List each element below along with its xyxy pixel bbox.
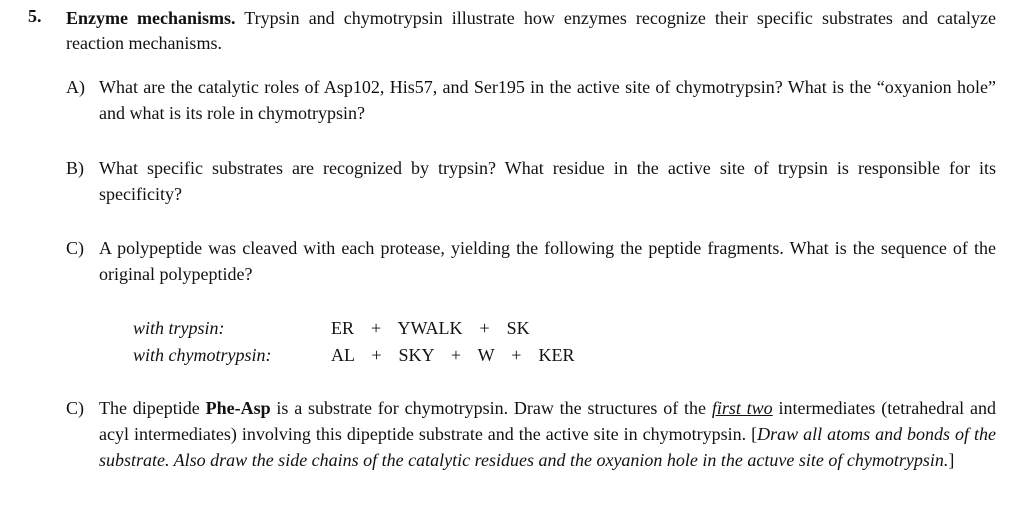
part-a-text: What are the catalytic roles of Asp102, His57, and Ser195 in the active site of chymotrypsin? What is the “oxyanion hole” and what is its role in chymotrypsin? (99, 77, 996, 123)
fragment-value-chymotrypsin: AL + SKY + W + KER (331, 345, 575, 365)
question-number: 5. (28, 6, 42, 26)
fragment-label-trypsin: with trypsin: (133, 318, 225, 338)
dipeptide-name: Phe-Asp (205, 398, 271, 418)
part-d-text-pre: The dipeptide (99, 398, 206, 418)
part-d-text-mid: is a substrate for chymotrypsin. Draw the structures of the (270, 398, 712, 418)
part-c (66, 235, 996, 287)
question-title: Enzyme mechanisms. (66, 8, 236, 28)
part-a-label: A) (66, 77, 85, 97)
part-c-text: A polypeptide was cleaved with each protease, yielding the following the peptide fragments. What is the sequence of the original polypeptide? (99, 238, 996, 284)
question-intro: Trypsin and chymotrypsin illustrate how enzymes recognize their specific substrates and catalyze reaction mechanisms. (66, 8, 996, 53)
question-header (66, 6, 996, 56)
bracket-open: [ (751, 424, 758, 444)
part-b-text: What specific substrates are recognized by trypsin? What residue in the active site of trypsin is responsible for its specificity? (99, 158, 996, 204)
part-d-text-post: intermediates (tetrahedral and acyl intermediates) involving this dipeptide substrate and the active site in chymotrypsin. (99, 398, 1001, 444)
part-b-label: B) (66, 158, 84, 178)
part-d (66, 395, 1001, 473)
part-a (66, 74, 996, 126)
drawing-instruction: Draw all atoms and bonds of the substrate. Also draw the side chains of the catalytic residues and the oxyanion hole in the actuve site of chymotrypsin. (99, 424, 996, 470)
part-c-label: C) (66, 238, 84, 258)
fragment-label-chymotrypsin: with chymotrypsin: (133, 345, 272, 365)
bracket-close: ] (948, 450, 955, 470)
fragment-value-trypsin: ER + YWALK + SK (331, 318, 530, 338)
part-d-text (99, 395, 1001, 473)
first-two-emphasis: first two (711, 398, 773, 418)
part-d-label: C) (66, 398, 84, 418)
part-b (66, 155, 996, 207)
